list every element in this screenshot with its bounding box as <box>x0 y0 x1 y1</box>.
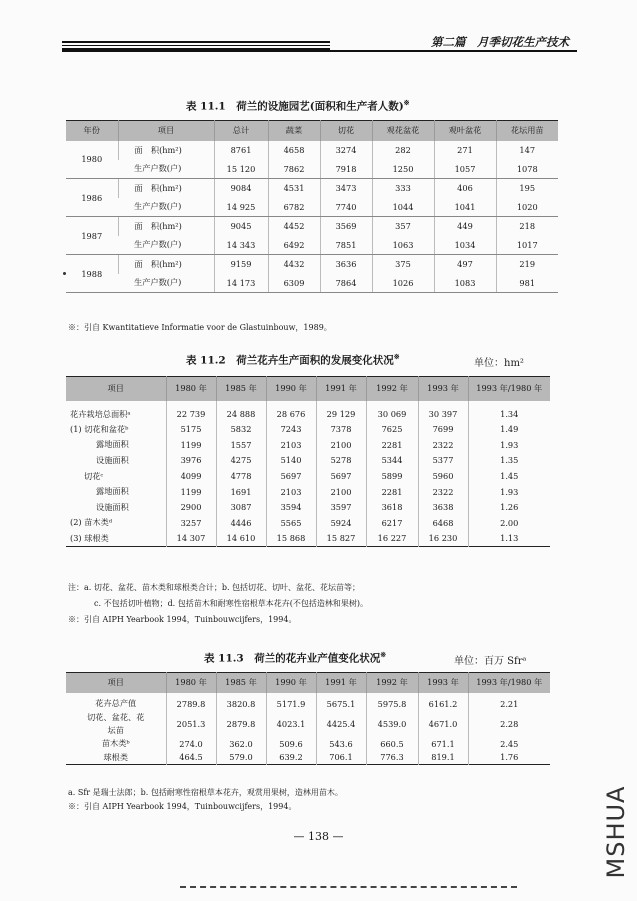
table2-value-cell: 1199 <box>166 484 216 500</box>
table1-value-cell: 8761 <box>214 141 268 160</box>
table1-value-cell: 6492 <box>268 236 320 255</box>
table2-note-1: 注：a. 切花、盆花、苗木类和球根类合计；b. 包括切花、切叶、盆花、花坛苗等； <box>68 583 361 592</box>
table1-value-cell: 282 <box>372 141 434 160</box>
table1-value-cell: 406 <box>434 179 496 198</box>
table2-value-cell: 3638 <box>418 499 468 515</box>
table3-value-cell: 2051.3 <box>166 711 216 737</box>
table3-value-cell: 671.1 <box>418 737 468 751</box>
table1-col-header: 年份 <box>66 121 118 141</box>
table1-year-cell: 1987 <box>66 217 118 255</box>
table2-value-cell: 1.49 <box>468 422 550 438</box>
table1-value-cell: 4658 <box>268 141 320 160</box>
table-row <box>66 274 558 293</box>
table3-value-cell: 509.6 <box>266 737 316 751</box>
table-row <box>66 198 558 217</box>
table3-value-cell: 660.5 <box>366 737 418 751</box>
table1-item-cell: 面 积(hm²) <box>118 179 214 198</box>
table3-note-1: a. Sfr 是瑞士法郎；b. 包括耐寒性宿根草本花卉，观赏用果树，造林用苗木。 <box>68 788 343 797</box>
table1-value-cell: 9045 <box>214 217 268 236</box>
table2-value-cell: 2281 <box>366 484 418 500</box>
running-header <box>62 34 577 50</box>
table3-col-header: 1993 年 <box>418 673 468 693</box>
table1-value-cell: 4432 <box>268 255 320 274</box>
table2-value-cell: 5697 <box>266 468 316 484</box>
table-row <box>66 437 550 453</box>
table1-year-cell: 1988 <box>66 255 118 293</box>
table2-value-cell: 2322 <box>418 484 468 500</box>
table2-value-cell: 7378 <box>316 422 366 438</box>
table1-value-cell: 195 <box>496 179 558 198</box>
table2-value-cell: 6468 <box>418 515 468 531</box>
table2-item-cell: (2) 苗木类ᵈ <box>70 517 113 528</box>
table1-value-cell: 1041 <box>434 198 496 217</box>
table3-value-cell: 5975.8 <box>366 693 418 711</box>
table1 <box>66 120 558 293</box>
table1-value-cell: 15 120 <box>214 160 268 179</box>
table2-col-header: 1980 年 <box>166 377 216 401</box>
table2-value-cell: 1.93 <box>468 484 550 500</box>
table3-value-cell: 4023.1 <box>266 711 316 737</box>
table1-value-cell: 333 <box>372 179 434 198</box>
table2-note-3: ※：引自 AIPH Yearbook 1994，Tuinbouwcijfers，1994。 <box>68 615 297 624</box>
table3-notes <box>68 786 343 814</box>
print-speck <box>63 272 66 275</box>
table2-value-cell: 2322 <box>418 437 468 453</box>
table2-value-cell: 24 888 <box>216 401 266 422</box>
table2-value-cell: 3257 <box>166 515 216 531</box>
table1-value-cell: 4452 <box>268 217 320 236</box>
table3-item-cell: 切花、盆花、花坛苗 <box>87 711 145 735</box>
table1-col-header: 观花盆花 <box>372 121 434 141</box>
table2-note-2: c. 不包括切叶植物；d. 包括苗木和耐寒性宿根草本花卉(不包括造林和果树)。 <box>94 599 369 608</box>
table1-value-cell: 4531 <box>268 179 320 198</box>
table1-value-cell: 219 <box>496 255 558 274</box>
table3-value-cell: 579.0 <box>216 751 266 765</box>
table2-value-cell: 1557 <box>216 437 266 453</box>
table3-col-header: 项目 <box>66 673 166 693</box>
table1-item-cell: 生产户数(户) <box>118 274 214 293</box>
table3-note-2: ※：引自 AIPH Yearbook 1994，Tuinbouwcijfers，1994。 <box>68 802 297 811</box>
table3-value-cell: 639.2 <box>266 751 316 765</box>
table2-value-cell: 3976 <box>166 453 216 469</box>
table1-value-cell: 3274 <box>320 141 372 160</box>
table1-value-cell: 9159 <box>214 255 268 274</box>
table-row <box>66 751 550 765</box>
table2-value-cell: 1.93 <box>468 437 550 453</box>
table2-value-cell: 4099 <box>166 468 216 484</box>
table2-value-cell: 2900 <box>166 499 216 515</box>
table1-col-header: 项目 <box>118 121 214 141</box>
table1-value-cell: 7862 <box>268 160 320 179</box>
table2-value-cell: 4446 <box>216 515 266 531</box>
table2-value-cell: 5697 <box>316 468 366 484</box>
table1-col-header: 蔬菜 <box>268 121 320 141</box>
table2-value-cell: 28 676 <box>266 401 316 422</box>
table3-value-cell: 274.0 <box>166 737 216 751</box>
table1-value-cell: 1057 <box>434 160 496 179</box>
table2-value-cell: 2.00 <box>468 515 550 531</box>
table-row <box>66 499 550 515</box>
table2-value-cell: 5175 <box>166 422 216 438</box>
table2-value-cell: 5565 <box>266 515 316 531</box>
table3-value-cell: 543.6 <box>316 737 366 751</box>
table2-value-cell: 29 129 <box>316 401 366 422</box>
table1-item-cell: 面 积(hm²) <box>118 217 214 236</box>
table2-value-cell: 5278 <box>316 453 366 469</box>
table3-col-header: 1992 年 <box>366 673 418 693</box>
table2-value-cell: 30 397 <box>418 401 468 422</box>
table1-value-cell: 271 <box>434 141 496 160</box>
table3-value-cell: 362.0 <box>216 737 266 751</box>
table1-note: ※：引自 Kwantitatieve Informatie voor de Glastuinbouw，1989。 <box>68 323 332 332</box>
table-row <box>66 453 550 469</box>
table-row <box>66 484 550 500</box>
table1-value-cell: 7918 <box>320 160 372 179</box>
table1-header-row <box>66 121 558 141</box>
table3-value-cell: 6161.2 <box>418 693 468 711</box>
table1-value-cell: 7851 <box>320 236 372 255</box>
table2-value-cell: 2100 <box>316 437 366 453</box>
table2-col-header: 项目 <box>66 377 166 401</box>
table3-value-cell: 1.76 <box>468 751 550 765</box>
table1-year-cell: 1986 <box>66 179 118 217</box>
table1-value-cell: 147 <box>496 141 558 160</box>
header-rule <box>62 50 577 52</box>
table3-header-row <box>66 673 550 693</box>
table3-col-header: 1985 年 <box>216 673 266 693</box>
table1-value-cell: 1026 <box>372 274 434 293</box>
table2-value-cell: 7243 <box>266 422 316 438</box>
table1-value-cell: 7864 <box>320 274 372 293</box>
table2-value-cell: 3597 <box>316 499 366 515</box>
table3-value-cell: 2.21 <box>468 693 550 711</box>
header-title: 第二篇 月季切花生产技术 <box>431 35 569 49</box>
table2-value-cell: 5832 <box>216 422 266 438</box>
table2-value-cell: 1.26 <box>468 499 550 515</box>
table3-item-cell: 苗木类ᵇ <box>101 738 130 748</box>
table1-value-cell: 1078 <box>496 160 558 179</box>
table1-col-header: 切花 <box>320 121 372 141</box>
table2-value-cell: 4275 <box>216 453 266 469</box>
table-row <box>66 515 550 531</box>
table1-item-cell: 生产户数(户) <box>118 236 214 255</box>
table-row <box>66 179 558 198</box>
table1-value-cell: 1034 <box>434 236 496 255</box>
table2-col-header: 1993 年/1980 年 <box>468 377 550 401</box>
table2-value-cell: 5899 <box>366 468 418 484</box>
table2-value-cell: 14 610 <box>216 531 266 547</box>
table1-value-cell: 981 <box>496 274 558 293</box>
table2-item-cell: (3) 球根类 <box>70 532 109 543</box>
table-row <box>66 401 550 422</box>
table3-col-header: 1993 年/1980 年 <box>468 673 550 693</box>
table2-col-header: 1993 年 <box>418 377 468 401</box>
table2-value-cell: 3618 <box>366 499 418 515</box>
table1-value-cell: 3569 <box>320 217 372 236</box>
table1-value-cell: 6309 <box>268 274 320 293</box>
table2-value-cell: 1.13 <box>468 531 550 547</box>
watermark: MSHUA <box>602 785 630 879</box>
table1-col-header: 花坛用苗 <box>496 121 558 141</box>
table2-value-cell: 5344 <box>366 453 418 469</box>
table2-value-cell: 5924 <box>316 515 366 531</box>
table1-col-header: 总计 <box>214 121 268 141</box>
table2-value-cell: 15 827 <box>316 531 366 547</box>
table-row <box>66 693 550 711</box>
table2-value-cell: 2103 <box>266 484 316 500</box>
table1-value-cell: 1250 <box>372 160 434 179</box>
table1-value-cell: 1063 <box>372 236 434 255</box>
table3-unit: 单位：百万 Sfrᵃ <box>454 656 527 667</box>
table3-value-cell: 776.3 <box>366 751 418 765</box>
table2-caption: 表 11.2 荷兰花卉生产面积的发展变化状况※ <box>186 352 400 367</box>
table3-value-cell: 4425.4 <box>316 711 366 737</box>
table2-value-cell: 16 230 <box>418 531 468 547</box>
table2-notes <box>68 580 368 628</box>
table3 <box>66 672 550 765</box>
table1-item-cell: 生产户数(户) <box>118 160 214 179</box>
table1-value-cell: 14 343 <box>214 236 268 255</box>
table2-value-cell: 3594 <box>266 499 316 515</box>
table1-value-cell: 6782 <box>268 198 320 217</box>
table2-value-cell: 1691 <box>216 484 266 500</box>
table1-value-cell: 357 <box>372 217 434 236</box>
table3-value-cell: 2789.8 <box>166 693 216 711</box>
table1-value-cell: 7740 <box>320 198 372 217</box>
table1-value-cell: 9084 <box>214 179 268 198</box>
table2-value-cell: 7625 <box>366 422 418 438</box>
table2-item-cell: 设施面积 <box>96 454 129 465</box>
table-row <box>66 236 558 255</box>
table2-value-cell: 30 069 <box>366 401 418 422</box>
table3-col-header: 1991 年 <box>316 673 366 693</box>
table3-value-cell: 2.45 <box>468 737 550 751</box>
table3-value-cell: 4539.0 <box>366 711 418 737</box>
table3-item-cell: 花卉总产值 <box>95 698 137 708</box>
table-row <box>66 468 550 484</box>
table2-value-cell: 4778 <box>216 468 266 484</box>
table2-item-cell: 露地面积 <box>96 439 129 450</box>
table1-col-header: 观叶盆花 <box>434 121 496 141</box>
table2-col-header: 1985 年 <box>216 377 266 401</box>
table2-value-cell: 22 739 <box>166 401 216 422</box>
table1-item-cell: 面 积(hm²) <box>118 141 214 160</box>
table2-value-cell: 15 868 <box>266 531 316 547</box>
table2-value-cell: 1199 <box>166 437 216 453</box>
table1-value-cell: 375 <box>372 255 434 274</box>
table3-value-cell: 5675.1 <box>316 693 366 711</box>
table1-value-cell: 449 <box>434 217 496 236</box>
table2-value-cell: 2103 <box>266 437 316 453</box>
table3-value-cell: 2879.8 <box>216 711 266 737</box>
table2-value-cell: 1.34 <box>468 401 550 422</box>
table1-value-cell: 1020 <box>496 198 558 217</box>
table-row <box>66 531 550 547</box>
table2-value-cell: 1.35 <box>468 453 550 469</box>
table3-col-header: 1980 年 <box>166 673 216 693</box>
table3-value-cell: 464.5 <box>166 751 216 765</box>
table2-value-cell: 1.45 <box>468 468 550 484</box>
table3-col-header: 1990 年 <box>266 673 316 693</box>
table2-item-cell: 设施面积 <box>96 501 129 512</box>
table1-year-cell: 1980 <box>66 141 118 179</box>
table-row <box>66 255 558 274</box>
table1-value-cell: 1044 <box>372 198 434 217</box>
table2-value-cell: 5960 <box>418 468 468 484</box>
table1-value-cell: 14 173 <box>214 274 268 293</box>
table2-value-cell: 7699 <box>418 422 468 438</box>
table2 <box>66 376 550 547</box>
table2-value-cell: 5377 <box>418 453 468 469</box>
table2-col-header: 1992 年 <box>366 377 418 401</box>
table3-value-cell: 4671.0 <box>418 711 468 737</box>
table-row <box>66 711 550 737</box>
table2-col-header: 1991 年 <box>316 377 366 401</box>
table2-item-cell: 露地面积 <box>96 486 129 497</box>
table3-caption: 表 11.3 荷兰的花卉业产值变化状况※ <box>204 650 387 665</box>
page-number: — 138 — <box>293 830 344 843</box>
table3-value-cell: 819.1 <box>418 751 468 765</box>
table1-value-cell: 218 <box>496 217 558 236</box>
table1-caption: 表 11.1 荷兰的设施园艺(面积和生产者人数)※ <box>186 98 410 113</box>
table2-value-cell: 2281 <box>366 437 418 453</box>
table1-value-cell: 3473 <box>320 179 372 198</box>
table2-value-cell: 3087 <box>216 499 266 515</box>
table1-item-cell: 生产户数(户) <box>118 198 214 217</box>
table2-col-header: 1990 年 <box>266 377 316 401</box>
table2-value-cell: 2100 <box>316 484 366 500</box>
table3-value-cell: 2.28 <box>468 711 550 737</box>
table1-value-cell: 14 925 <box>214 198 268 217</box>
table1-value-cell: 497 <box>434 255 496 274</box>
table2-item-cell: 切花ᶜ <box>84 470 104 481</box>
table-row <box>66 160 558 179</box>
table1-item-cell: 面 积(hm²) <box>118 255 214 274</box>
table1-value-cell: 1083 <box>434 274 496 293</box>
table2-header-row <box>66 377 550 401</box>
table1-value-cell: 3636 <box>320 255 372 274</box>
table-row <box>66 737 550 751</box>
table2-value-cell: 14 307 <box>166 531 216 547</box>
table2-value-cell: 6217 <box>366 515 418 531</box>
table-row <box>66 141 558 160</box>
table1-value-cell: 1017 <box>496 236 558 255</box>
table-row <box>66 217 558 236</box>
table2-item-cell: 花卉栽培总面积ᵃ <box>70 408 131 419</box>
table2-unit: 单位：hm² <box>474 358 524 369</box>
table-row <box>66 422 550 438</box>
footer-rule <box>180 886 517 888</box>
table2-value-cell: 16 227 <box>366 531 418 547</box>
table3-value-cell: 5171.9 <box>266 693 316 711</box>
table3-item-cell: 球根类 <box>103 751 129 762</box>
table2-value-cell: 5140 <box>266 453 316 469</box>
table3-value-cell: 706.1 <box>316 751 366 765</box>
table2-item-cell: (1) 切花和盆花ᵇ <box>70 423 129 434</box>
table3-value-cell: 3820.8 <box>216 693 266 711</box>
